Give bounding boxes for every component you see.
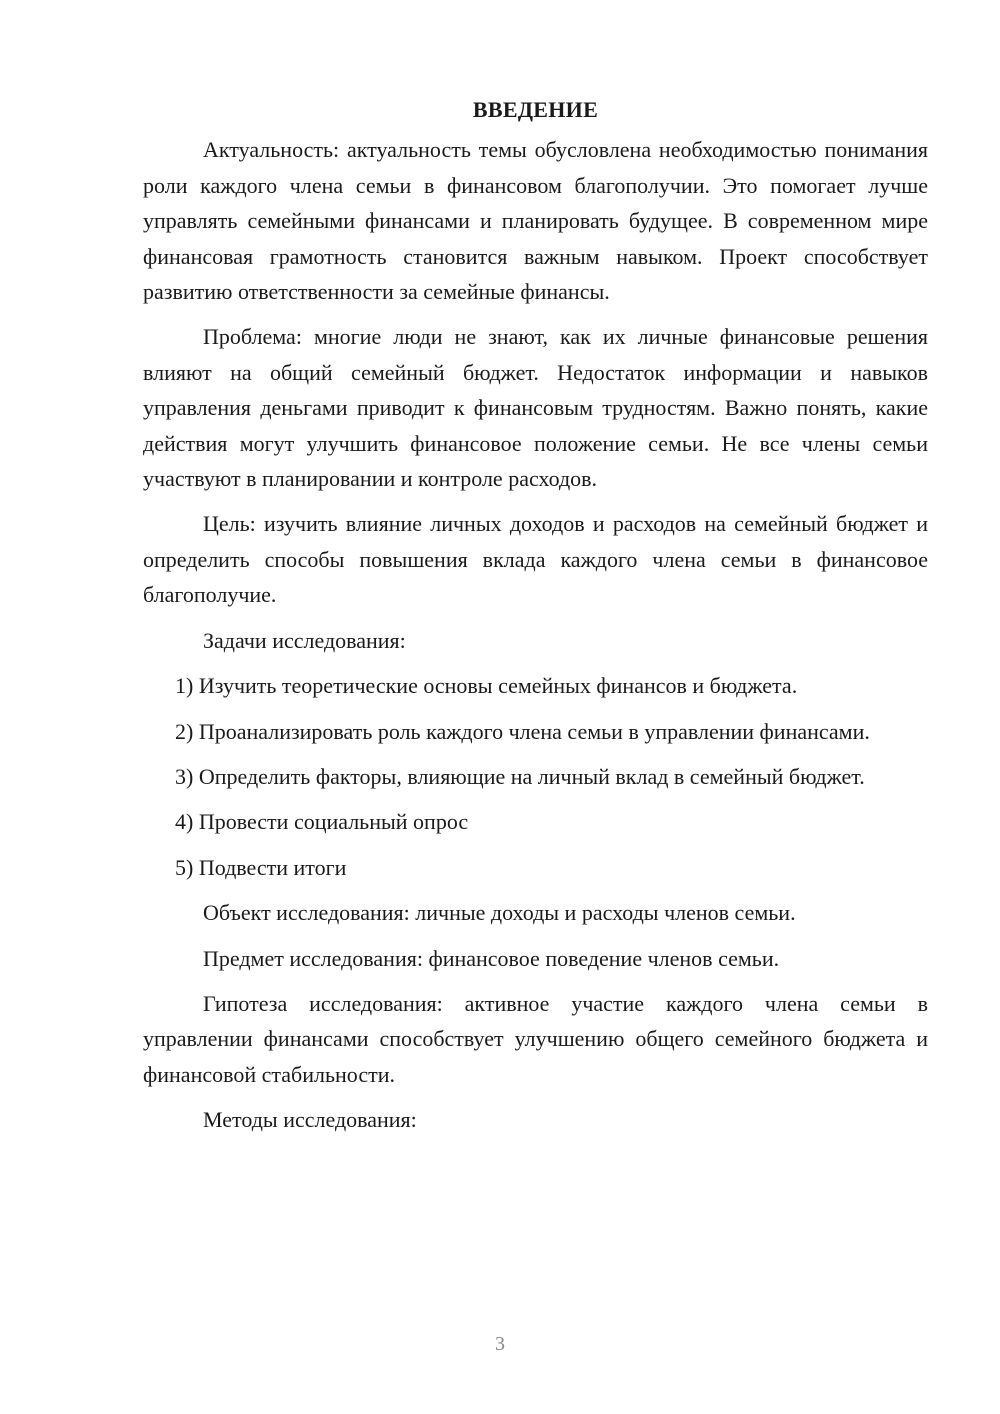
tasks-heading: Задачи исследования:: [203, 627, 406, 653]
relevance-paragraph: Актуальность: актуальность темы обусловлена необходимостью понимания роли каждого члена семьи в финансовом благополучии. Это помогает лучше управлять семейными финансами и планировать будущее. В современном мире финансовая грамотность становится важным навыком. Проект способствует развитию ответственности за семейные финансы.: [143, 137, 928, 305]
subject-paragraph: Предмет исследования: финансовое поведение членов семьи.: [203, 945, 780, 971]
task-item-1: 1) Изучить теоретические основы семейных финансов и бюджета.: [175, 673, 798, 699]
methods-heading: Методы исследования:: [203, 1107, 417, 1133]
task-item-5: 5) Подвести итоги: [175, 854, 347, 880]
task-item-4: 4) Провести социальный опрос: [175, 809, 469, 835]
task-item-2: 2) Проанализировать роль каждого члена семьи в управлении финансами.: [175, 718, 870, 744]
page-title: ВВЕДЕНИЕ: [472, 97, 599, 122]
goal-paragraph: Цель: изучить влияние личных доходов и расходов на семейный бюджет и определить способы повышения вклада каждого члена семьи в финансовое благополучие.: [143, 511, 928, 608]
page-number: 3: [495, 1333, 505, 1355]
page-content: [143, 92, 928, 1138]
problem-paragraph: Проблема: многие люди не знают, как их личные финансовые решения влияют на общий семейный бюджет. Недостаток информации и навыков управления деньгами приводит к финансовым трудностям. Важно понять, какие действия могут улучшить финансовое положение семьи. Не все члены семьи участвуют в планировании и контроле расходов.: [143, 324, 928, 492]
hypothesis-paragraph: Гипотеза исследования: активное участие каждого члена семьи в управлении финансами способствует улучшению общего семейного бюджета и финансовой стабильности.: [143, 990, 928, 1087]
task-item-3: 3) Определить факторы, влияющие на личный вклад в семейный бюджет.: [175, 763, 865, 789]
object-paragraph: Объект исследования: личные доходы и расходы членов семьи.: [203, 900, 796, 926]
